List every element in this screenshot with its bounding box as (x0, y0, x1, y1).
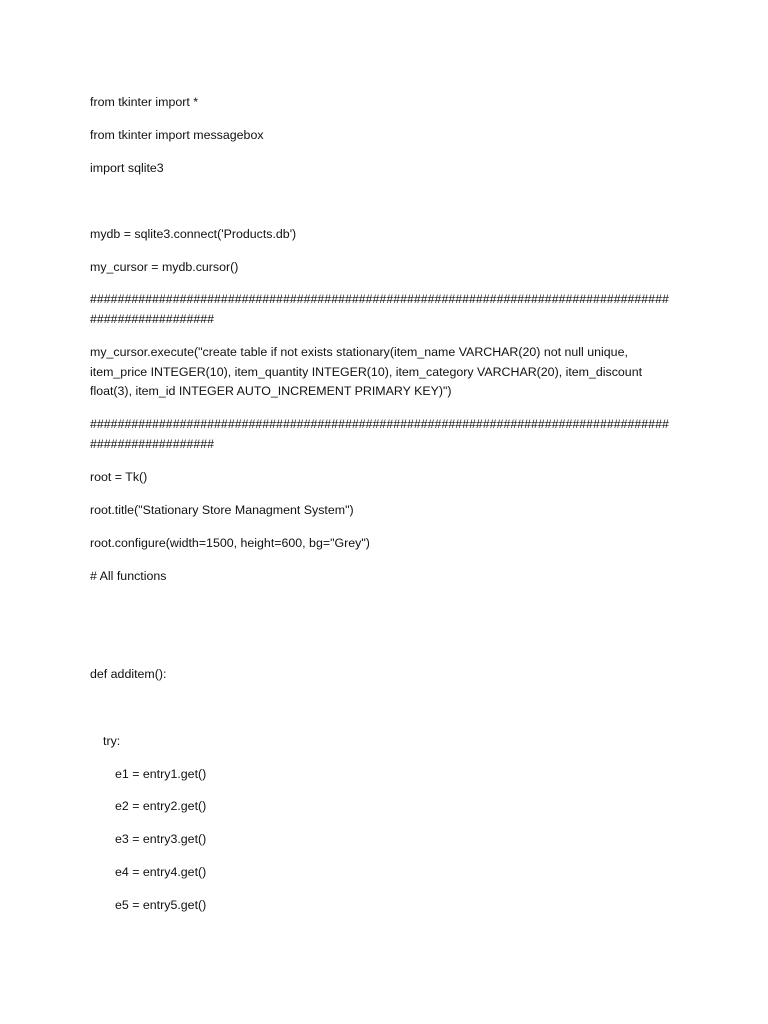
code-line-hash-separator: ###################################################################################################### (90, 417, 669, 451)
code-line-entry5: e5 = entry5.get() (115, 898, 207, 912)
code-line-root-tk: root = Tk() (90, 470, 148, 484)
code-line-def-additem: def additem(): (90, 667, 167, 681)
code-line-create-table-2: item_price INTEGER(10), item_quantity INTEGER(10), item_category VARCHAR(20), item_discount (90, 365, 643, 379)
code-line-create-table-1: my_cursor.execute("create table if not exists stationary(item_name VARCHAR(20) not null unique, (90, 345, 628, 359)
code-comment-all-functions: # All functions (90, 569, 167, 583)
code-line-try: try: (103, 734, 121, 748)
code-line-db-connect: mydb = sqlite3.connect('Products.db') (90, 227, 297, 241)
code-line-import-tkinter: from tkinter import * (90, 95, 199, 109)
code-line-entry3: e3 = entry3.get() (115, 832, 207, 846)
code-line-create-table-3: float(3), item_id INTEGER AUTO_INCREMENT PRIMARY KEY)") (90, 384, 452, 398)
code-line-import-messagebox: from tkinter import messagebox (90, 128, 264, 142)
code-line-entry1: e1 = entry1.get() (115, 767, 207, 781)
code-line-entry2: e2 = entry2.get() (115, 799, 207, 813)
code-line-hash-separator: ###################################################################################################### (90, 292, 669, 326)
code-line-entry4: e4 = entry4.get() (115, 865, 207, 879)
code-line-root-configure: root.configure(width=1500, height=600, bg="Grey") (90, 536, 370, 550)
code-line-cursor: my_cursor = mydb.cursor() (90, 260, 239, 274)
code-line-import-sqlite: import sqlite3 (90, 161, 164, 175)
code-line-root-title: root.title("Stationary Store Managment System") (90, 503, 354, 517)
